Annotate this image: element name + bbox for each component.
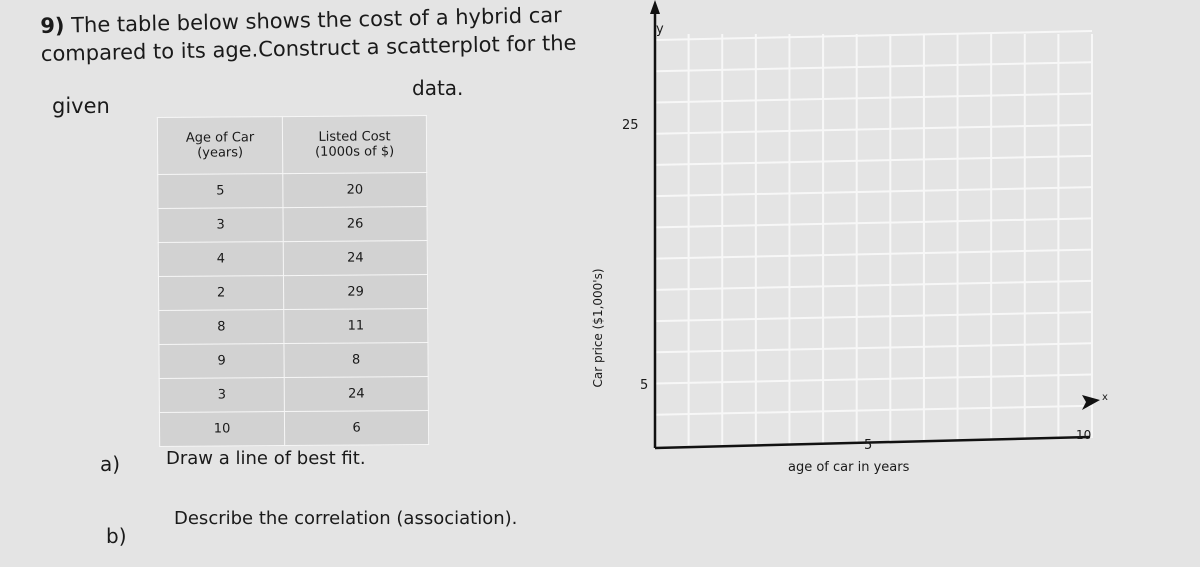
age-cell: 4: [158, 242, 283, 277]
age-cell: 8: [159, 310, 284, 345]
grid-horizontal-line: [655, 125, 1092, 134]
grid-horizontal-line: [655, 156, 1092, 165]
x-tick-10: 10: [1076, 428, 1092, 442]
age-cell: 9: [159, 344, 284, 379]
part-a-instruction: Draw a line of best fit.: [166, 448, 366, 469]
x-axis-label: age of car in years: [788, 460, 910, 475]
x-axis-letter: x: [1102, 392, 1108, 403]
cost-cell: 24: [283, 241, 427, 276]
x-tick-5: 5: [864, 438, 873, 453]
cost-cell: 8: [284, 343, 428, 378]
grid-horizontal-line: [655, 218, 1092, 227]
question-number: 9): [40, 13, 65, 38]
y-tick-25: 25: [622, 118, 639, 133]
grid-horizontal-line: [655, 281, 1092, 290]
age-cell: 3: [159, 378, 284, 413]
grid-horizontal-line: [655, 375, 1092, 384]
header-age: Age of Car (years): [157, 117, 282, 175]
question-line-2: compared to its age.Construct a scatterplot for the: [40, 30, 577, 66]
grid-horizontal-line: [655, 187, 1092, 196]
question-line-1: The table below shows the cost of a hybrid car: [70, 3, 563, 38]
part-a-label: a): [100, 452, 121, 476]
header-cost: Listed Cost (1000s of $): [282, 116, 426, 174]
cost-cell: 29: [284, 275, 428, 310]
y-axis-arrowhead: [650, 0, 660, 14]
grid-horizontal-line: [655, 62, 1092, 71]
cost-cell: 20: [283, 173, 427, 208]
part-b-label: b): [106, 524, 127, 548]
cost-cell: 11: [284, 309, 428, 344]
age-cell: 5: [158, 174, 283, 209]
part-b-instruction: Describe the correlation (association).: [174, 508, 518, 529]
y-axis-label: Car price ($1,000's): [591, 268, 605, 388]
grid-horizontal-line: [655, 406, 1092, 415]
age-cell: 10: [159, 412, 284, 447]
age-cell: 2: [158, 276, 283, 311]
grid-horizontal-line: [655, 343, 1092, 352]
question-word-given: given: [52, 94, 110, 118]
y-tick-5: 5: [640, 378, 649, 393]
cost-cell: 6: [284, 411, 428, 446]
x-axis-line: [655, 437, 1090, 448]
grid-lines: [655, 31, 1092, 445]
y-axis-letter: y: [656, 22, 664, 37]
cost-cell: 24: [284, 377, 428, 412]
age-cell: 3: [158, 208, 283, 243]
grid-horizontal-line: [655, 312, 1092, 321]
grid-horizontal-line: [655, 250, 1092, 259]
grid-horizontal-line: [655, 93, 1092, 102]
cost-cell: 26: [283, 207, 427, 242]
grid-horizontal-line: [655, 31, 1092, 40]
question-word-data: data.: [412, 76, 464, 100]
